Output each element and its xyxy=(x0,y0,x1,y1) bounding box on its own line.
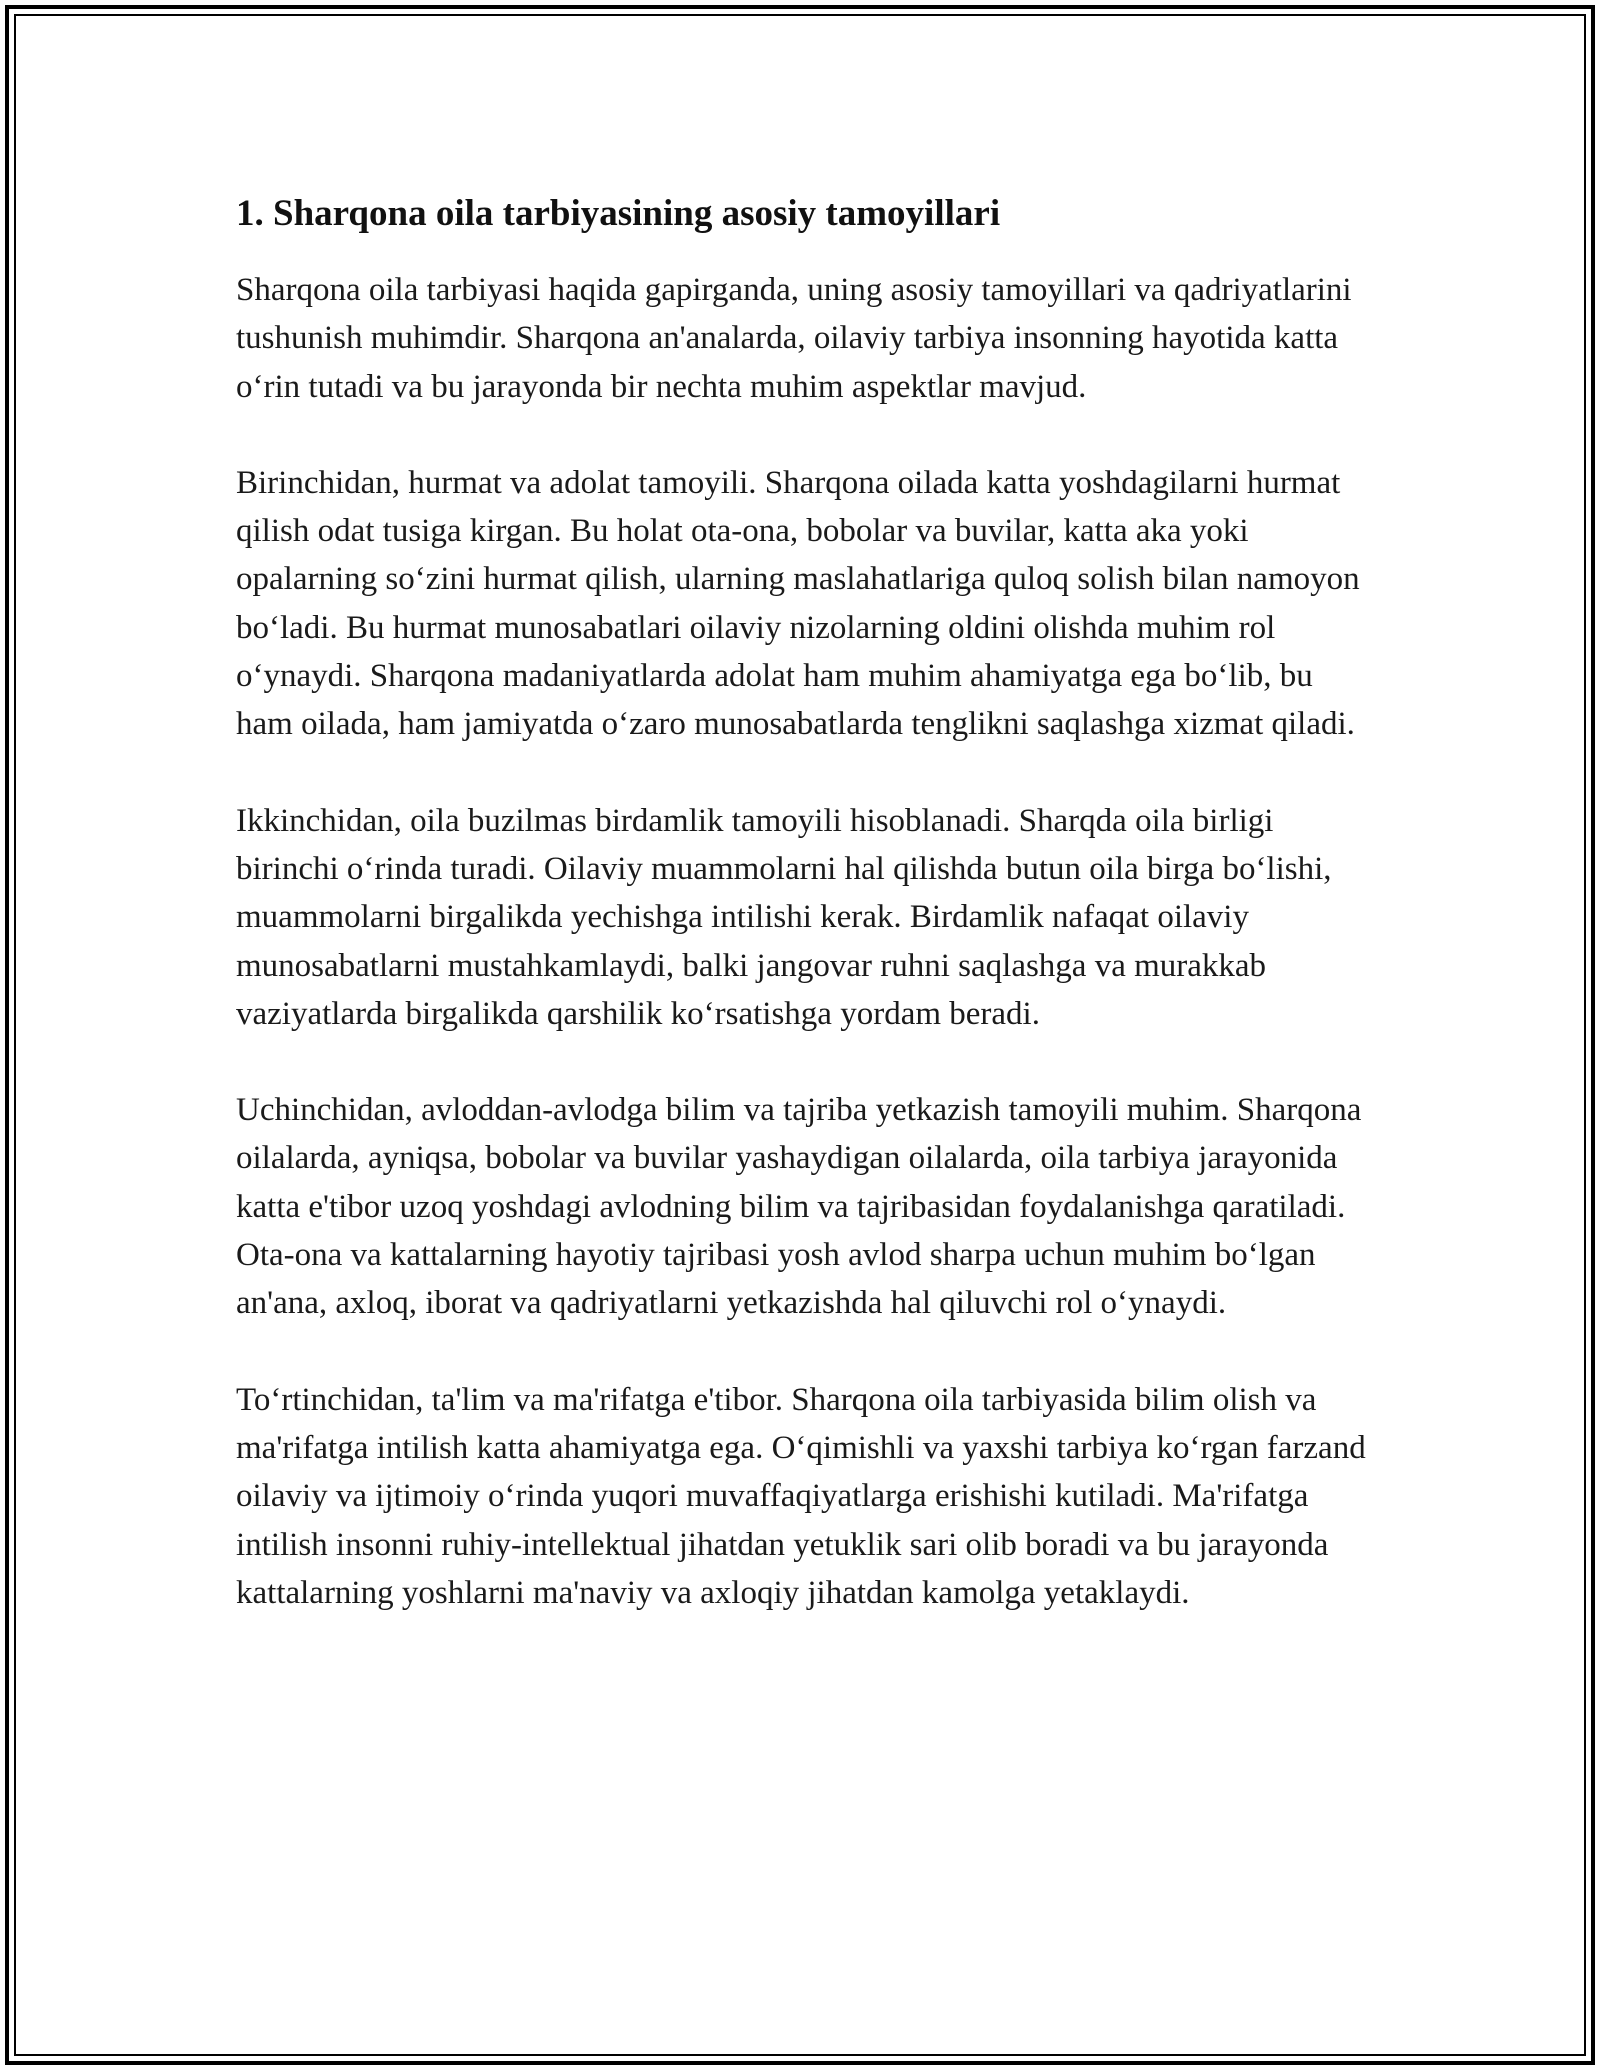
document-body xyxy=(236,184,1376,1665)
section-heading: 1. Sharqona oila tarbiyasining asosiy tamoyillari xyxy=(236,193,1001,234)
paragraph-family-unity: Ikkinchidan, oila buzilmas birdamlik tamoyili hisoblanadi. Sharqda oila birligi birinchi o‘rinda turadi. Oilaviy muammolarni hal qilishda butun oila birga bo‘lishi, muammolarni birgalikda yechishga intilishi kerak. Birdamlik nafaqat oilaviy munosabatlarni mustahkamlaydi, balki jangovar ruhni saqlashga va murakkab vaziyatlarda birgalikda qarshilik ko‘rsatishga yordam beradi. xyxy=(236,802,1332,1032)
paragraph-education-enlightenment: To‘rtinchidan, ta'lim va ma'rifatga e'tibor. Sharqona oila tarbiyasida bilim olish va ma'rifatga intilish katta ahamiyatga ega. O‘qimishli va yaxshi tarbiya ko‘rgan farzand oilaviy va ijtimoiy o‘rinda yuqori muvaffaqiyatlarga erishishi kutiladi. Ma'rifatga intilish insonni ruhiy-intellektual jihatdan yetuklik sari olib boradi va bu jarayonda kattalarning yoshlarni ma'naviy va axloqiy jihatdan kamolga yetaklaydi. xyxy=(236,1381,1366,1611)
paragraph-respect-justice: Birinchidan, hurmat va adolat tamoyili. Sharqona oilada katta yoshdagilarni hurmat qilish odat tusiga kirgan. Bu holat ota-ona, bobolar va buvilar, katta aka yoki opalarning so‘zini hurmat qilish, ularning maslahatlariga quloq solish bilan namoyon bo‘ladi. Bu hurmat munosabatlari oilaviy nizolarning oldini olishda muhim rol o‘ynaydi. Sharqona madaniyatlarda adolat ham muhim ahamiyatga ega bo‘lib, bu ham oilada, ham jamiyatda o‘zaro munosabatlarda tenglikni saqlashga xizmat qiladi. xyxy=(236,464,1360,743)
paragraph-intro: Sharqona oila tarbiyasi haqida gapirganda, uning asosiy tamoyillari va qadriyatlarini tushunish muhimdir. Sharqona an'analarda, oilaviy tarbiya insonning hayotida katta o‘rin tutadi va bu jarayonda bir nechta muhim aspektlar mavjud. xyxy=(236,272,1352,405)
paragraph-generational-knowledge: Uchinchidan, avloddan-avlodga bilim va tajriba yetkazish tamoyili muhim. Sharqona oilalarda, ayniqsa, bobolar va buvilar yashaydigan oilalarda, oila tarbiya jarayonida katta e'tibor uzoq yoshdagi avlodning bilim va tajribasidan foydalanishga qaratiladi. Ota-ona va kattalarning hayotiy tajribasi yosh avlod sharpa uchun muhim bo‘lgan an'ana, axloq, iborat va qadriyatlarni yetkazishda hal qiluvchi rol o‘ynaydi. xyxy=(236,1092,1362,1322)
